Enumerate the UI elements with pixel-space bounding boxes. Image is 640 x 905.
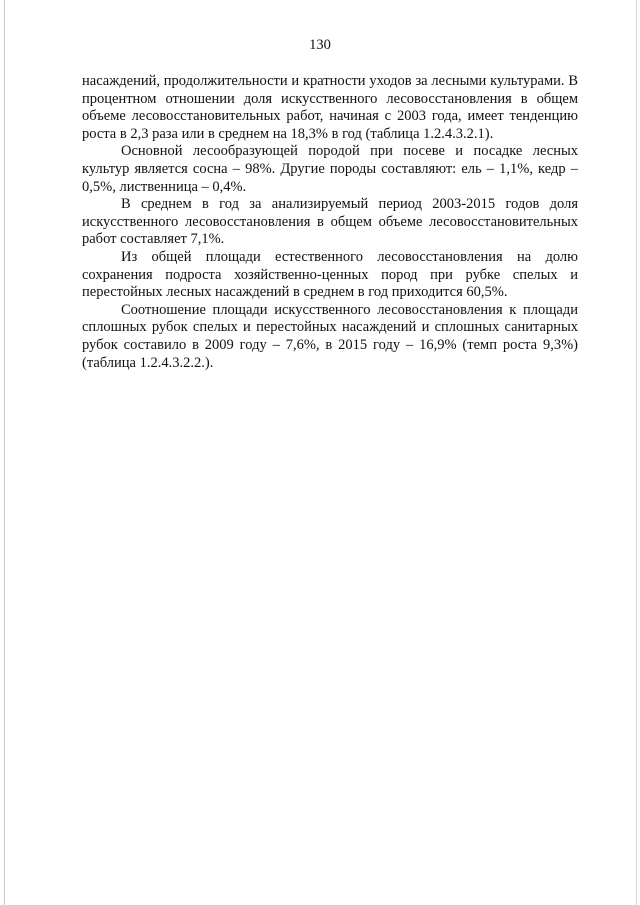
paragraph-continuation: насаждений, продолжительности и кратности уходов за лесными культурами. В процентном отношении доля искусственного лесовосстановления в общем объеме лесовосстановительных работ, начиная с 2003 года, имеет тенденцию роста в 2,3 раза или в среднем на 18,3% в год (таблица 1.2.4.3.2.1). bbox=[82, 73, 578, 142]
paragraph-main-species: Основной лесообразующей породой при посеве и посадке лесных культур является сосна – 98%. Другие породы составляют: ель – 1,1%, кедр – 0,5%, лиственница – 0,4%. bbox=[82, 143, 578, 195]
paragraph-ratio: Соотношение площади искусственного лесовосстановления к площади сплошных рубок спелых и перестойных насаждений и сплошных санитарных рубок составило в 2009 году – 7,6%, в 2015 году – 16,9% (темп роста 9,3%) (таблица 1.2.4.3.2.2.). bbox=[82, 301, 578, 371]
scan-edge-left bbox=[4, 0, 5, 905]
body-text bbox=[82, 73, 578, 372]
page-number: 130 bbox=[309, 37, 331, 53]
scan-edge-right bbox=[636, 0, 637, 905]
paragraph-average-share: В среднем в год за анализируемый период 2003-2015 годов доля искусственного лесовосстановления в общем объеме лесовосстановительных работ составляет 7,1%. bbox=[82, 196, 578, 248]
paragraph-natural-regeneration: Из общей площади естественного лесовосстановления на долю сохранения подроста хозяйственно-ценных пород при рубке спелых и перестойных лесных насаждений в среднем в год приходится 60,5%. bbox=[82, 248, 578, 301]
